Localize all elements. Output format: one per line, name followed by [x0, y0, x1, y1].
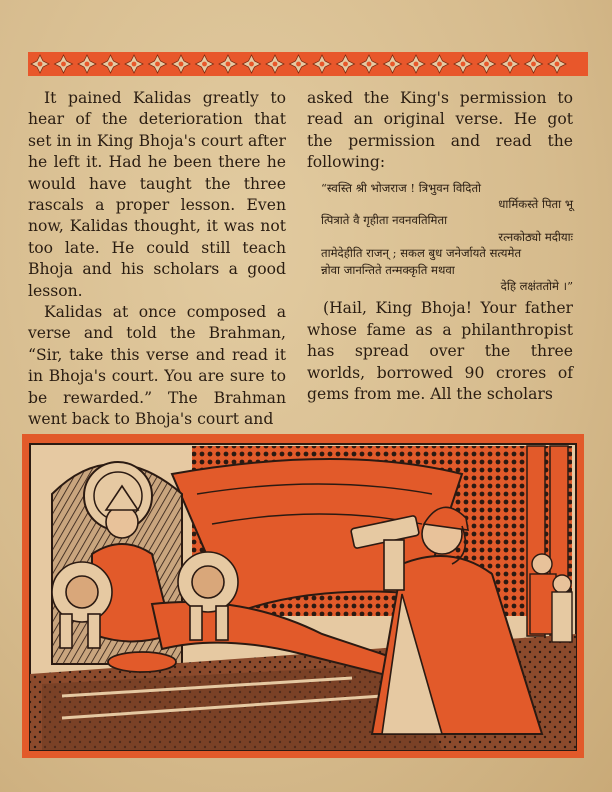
- verse-line: रत्नकोठ्यो मदीयाः: [498, 229, 573, 244]
- right-column: [307, 88, 573, 406]
- verse-line: देहि लक्षंततोमे ।”: [500, 279, 573, 294]
- verse-line: “स्वस्ति श्री भोजराज ! त्रिभुवन विदितो: [321, 180, 482, 195]
- decorative-border: [28, 52, 588, 76]
- verse-line: धार्मिकस्ते पिता भू: [498, 197, 573, 212]
- paragraph: asked the King's permission to read an original verse. He got the permission and read the following:: [307, 89, 573, 172]
- verse-line: त्पित्राते वै गृहीता नवनवतिमिता: [321, 213, 448, 228]
- sanskrit-verse: [307, 180, 573, 295]
- verse-line: न्नोवा जानन्तिते तन्मक्कृति मथवा: [321, 262, 455, 277]
- king-and-brahman-illustration: [22, 434, 584, 758]
- paragraph: It pained Kalidas greatly to hear of the deterioration that set in in King Bhoja's court after he left it. Had he been there he would have taught the three rascals a proper lesson. Even now, Kalidas thought, it was not too late. He could still teach Bhoja and his scholars a good lesson.: [28, 89, 286, 300]
- verse-line: तामेदेहीति राजन् ; सकल बुध जनेर्जायते सत्यमेत: [321, 246, 522, 261]
- left-column: [28, 88, 286, 431]
- translation: (Hail, King Bhoja! Your father whose fame as a philanthropist has spread over the three worlds, borrowed 90 crores of gems from me. All the scholars: [307, 299, 573, 404]
- illustration-panel: [22, 434, 584, 758]
- paragraph: Kalidas at once composed a verse and told the Brahman, “Sir, take this verse and read it in Bhoja's court. You are sure to be rewarded.” The Brahman went back to Bhoja's court and: [28, 303, 286, 429]
